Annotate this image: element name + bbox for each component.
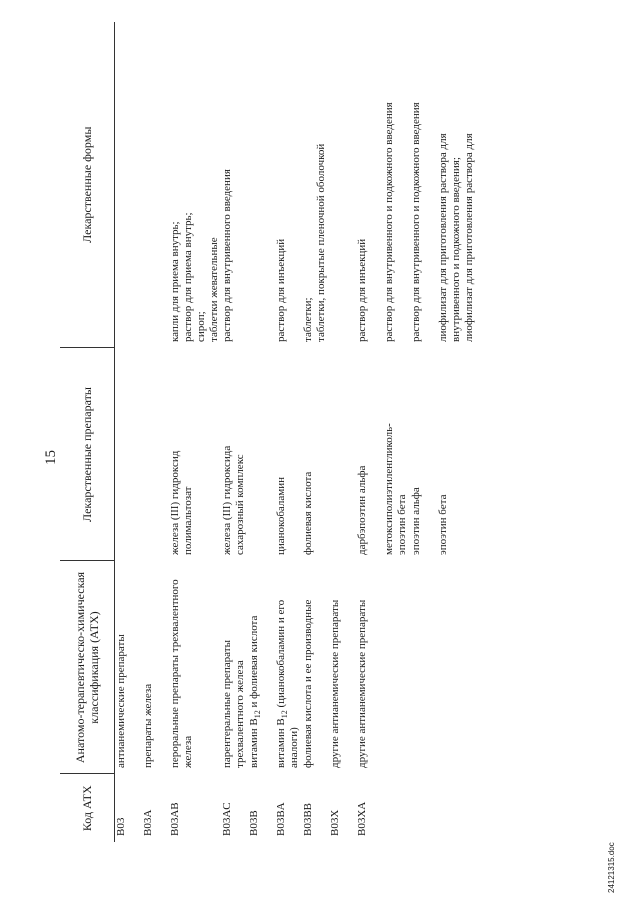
cell-code — [437, 774, 476, 842]
cell-drug — [142, 348, 169, 561]
cell-classification: другие антианемические препараты — [356, 599, 368, 768]
table-row — [115, 22, 143, 842]
cell-code: B03 — [115, 817, 127, 836]
cell-forms: раствор для инъекций — [356, 238, 368, 342]
header-code: Код АТХ — [60, 774, 115, 842]
cell-code: B03BB — [302, 802, 314, 836]
cell-code: B03XA — [356, 801, 368, 836]
cell-forms: таблетки; таблетки, покрытые пленочной оболочкой — [302, 143, 327, 342]
cell-forms: раствор для внутривенного и подкожного введения — [410, 102, 422, 342]
cell-classification: витамин $B_{12}$ и фолиевая кислота — [248, 615, 263, 768]
cell-classification: фолиевая кислота и ее производные — [302, 599, 314, 768]
cell-code: B03B — [248, 810, 260, 836]
cell-drug: цианокобаламин — [275, 476, 287, 555]
cell-code: B03A — [142, 809, 154, 836]
file-footer: 24121315.doc — [607, 842, 616, 893]
cell-classification — [383, 561, 410, 774]
cell-code: B03AC — [221, 802, 233, 836]
table-row — [142, 22, 169, 842]
cell-forms — [248, 22, 275, 348]
cell-drug: фолиевая кислота — [302, 471, 314, 555]
table-row — [248, 22, 275, 842]
cell-drug: железа (III) гидроксида сахарозный комплекс — [221, 445, 246, 555]
cell-drug: дарбэпоэтин альфа — [356, 465, 368, 555]
table-header-row — [60, 22, 115, 842]
cell-code: B03X — [329, 809, 341, 836]
cell-classification: препараты железа — [142, 683, 154, 768]
cell-drug: метоксиполиэтиленгликоль- эпоэтин бета — [383, 423, 408, 555]
page-number: 15 — [43, 450, 59, 465]
cell-drug: эпоэтин альфа — [410, 487, 422, 555]
cell-classification — [410, 561, 437, 774]
table-row — [302, 22, 329, 842]
cell-code: B03AB — [169, 802, 181, 836]
cell-code — [410, 774, 437, 842]
header-classification: Анатомо-терапевтическо-химическая классификация (АТХ) — [60, 561, 115, 774]
header-drugs: Лекарственные препараты — [60, 348, 115, 561]
table-body — [115, 22, 477, 842]
table-row — [275, 22, 302, 842]
cell-classification: другие антианемические препараты — [329, 599, 341, 768]
cell-forms: раствор для внутривенного введения — [221, 169, 233, 342]
table-row — [329, 22, 356, 842]
cell-drug: эпоэтин бета — [437, 494, 449, 555]
cell-classification — [437, 561, 476, 774]
cell-classification: пероральные препараты трехвалентного железа — [169, 579, 194, 768]
table-row — [169, 22, 221, 842]
cell-forms: раствор для внутривенного и подкожного введения — [383, 102, 395, 342]
cell-classification: антианемические препараты — [115, 634, 127, 768]
cell-forms: раствор для инъекций — [275, 238, 287, 342]
header-forms: Лекарственные формы — [60, 22, 115, 348]
cell-code — [383, 774, 410, 842]
cell-classification: парентеральные препараты трехвалентного железа — [221, 640, 246, 768]
table-row — [383, 22, 410, 842]
cell-forms: капли для приема внутрь; раствор для приема внутрь; сироп; таблетки жевательные — [169, 212, 220, 342]
cell-classification: витамин $B_{12}$ (цианокобаламин и его аналоги) — [275, 599, 300, 768]
cell-forms — [142, 22, 169, 348]
cell-forms: лиофилизат для приготовления раствора для внутривенного и подкожного введения; лиофилизат для приготовления раствора для — [437, 133, 475, 342]
cell-drug — [329, 348, 356, 561]
table-row — [356, 22, 383, 842]
cell-forms — [115, 22, 143, 348]
cell-drug: железа (III) гидроксид полимальтозат — [169, 450, 194, 555]
table-row — [221, 22, 248, 842]
cell-code: B03BA — [275, 802, 287, 836]
table-row — [437, 22, 476, 842]
table-row — [410, 22, 437, 842]
cell-forms — [329, 22, 356, 348]
cell-drug — [115, 348, 143, 561]
atx-table — [60, 22, 476, 842]
cell-drug — [248, 348, 275, 561]
